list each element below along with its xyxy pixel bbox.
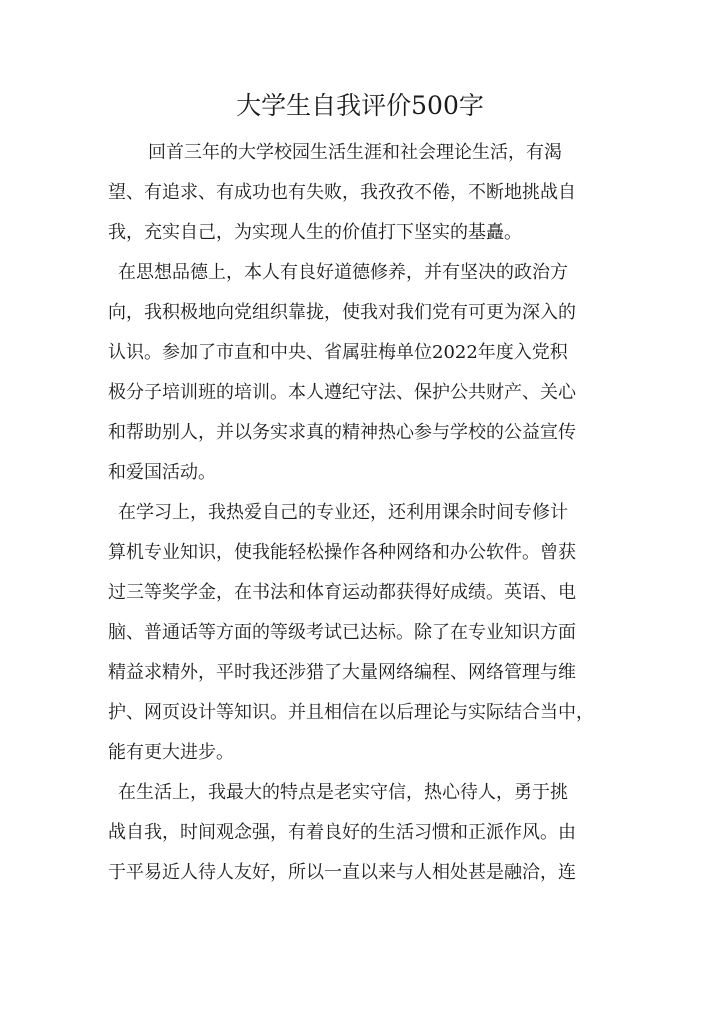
paragraph-line: 望、有追求、有成功也有失败，我孜孜不倦，不断地挑战自	[108, 182, 576, 203]
paragraph-line: 能有更大进步。	[108, 742, 234, 763]
paragraph-line: 护、网页设计等知识。并且相信在以后理论与实际结合当中，	[108, 702, 594, 723]
paragraph-line: 和爱国活动。	[108, 462, 216, 483]
paragraph-line: 和帮助别人，并以务实求真的精神热心参与学校的公益宣传	[108, 422, 576, 443]
paragraph-line: 回首三年的大学校园生活生涯和社会理论生活，有渴	[148, 142, 562, 163]
paragraph-line: 于平易近人待人友好，所以一直以来与人相处甚是融洽，连	[108, 862, 576, 883]
paragraph-line: 精益求精外，平时我还涉猎了大量网络编程、网络管理与维	[108, 662, 576, 683]
paragraph-line: 在生活上，我最大的特点是老实守信，热心待人，勇于挑	[118, 782, 568, 803]
paragraph-line: 过三等奖学金，在书法和体育运动都获得好成绩。英语、电	[108, 582, 576, 603]
document-title: 大学生自我评价500字	[236, 91, 484, 120]
paragraph-line: 认识。参加了市直和中央、省属驻梅单位2022年度入党积	[108, 342, 568, 363]
paragraph-line: 在学习上，我热爱自己的专业还，还利用课余时间专修计	[118, 502, 568, 523]
document-body	[108, 133, 608, 893]
paragraph-line: 脑、普通话等方面的等级考试已达标。除了在专业知识方面	[108, 622, 576, 643]
paragraph-line: 战自我，时间观念强，有着良好的生活习惯和正派作风。由	[108, 822, 576, 843]
paragraph-line: 算机专业知识，使我能轻松操作各种网络和办公软件。曾获	[108, 542, 576, 563]
paragraph-line: 我，充实自己，为实现人生的价值打下坚实的基矗。	[108, 222, 522, 243]
paragraph-line: 向，我积极地向党组织靠拢，使我对我们党有可更为深入的	[108, 302, 576, 323]
paragraph-line: 极分子培训班的培训。本人遵纪守法、保护公共财产、关心	[108, 382, 576, 403]
paragraph-line: 在思想品德上，本人有良好道德修养，并有坚决的政治方	[118, 262, 568, 283]
